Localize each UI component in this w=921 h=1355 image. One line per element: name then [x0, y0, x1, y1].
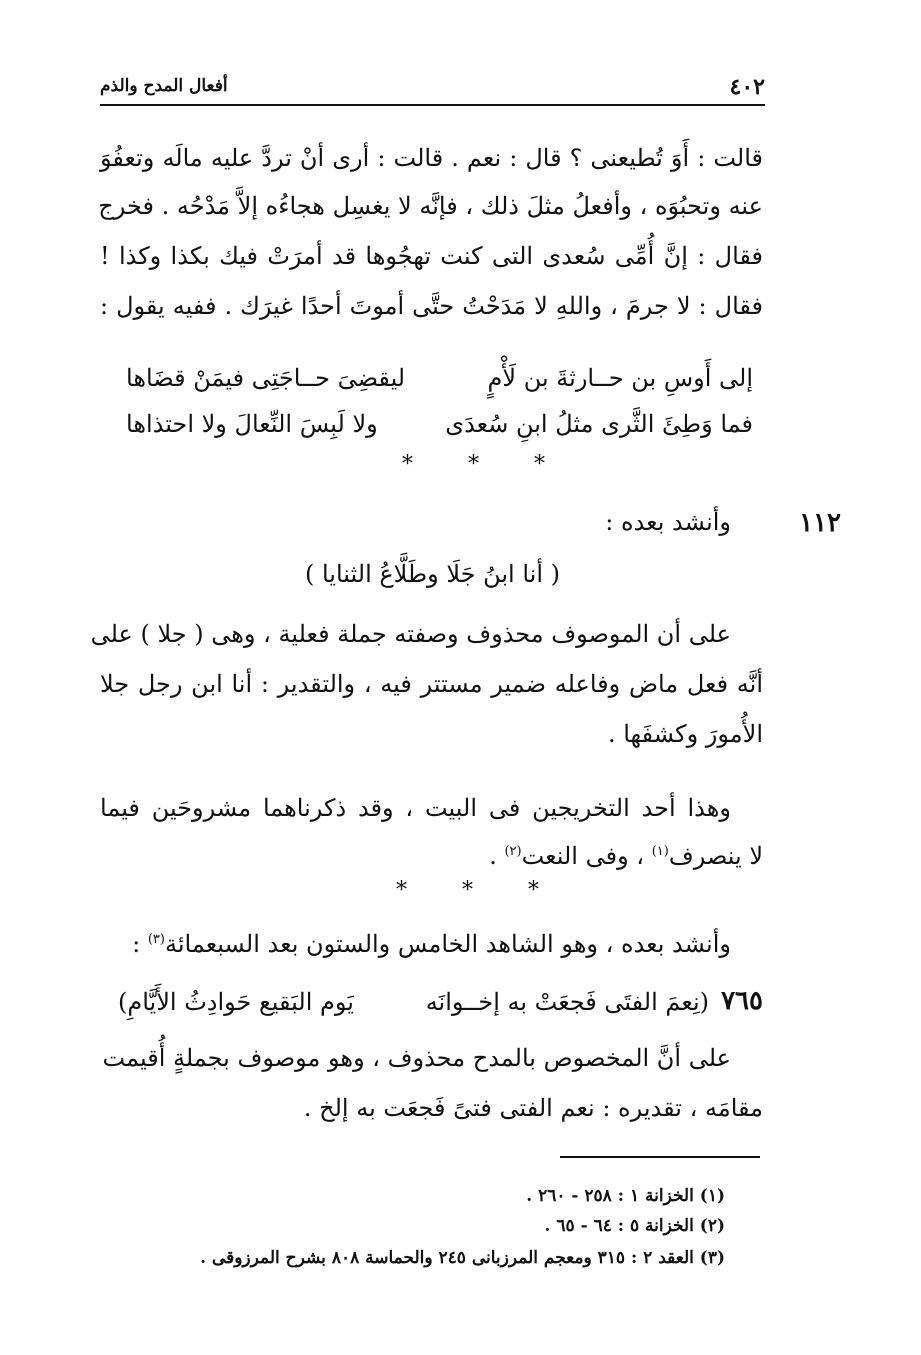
text-line: فقال : لا جرمَ ، واللهِ لا مَدَحْتُ حتَّى أموتَ أحدًا غيرَك . ففيه يقول : [100, 292, 763, 320]
text-line [489, 844, 763, 868]
text-fragment: . [489, 842, 505, 870]
footnote-ref: (٣) [147, 932, 165, 947]
text-line: وهذا أحد التخريجين فى البيت ، وقد ذكرناهما مشروحَين فيما [100, 794, 731, 822]
text-fragment: لا ينصرف [668, 842, 763, 870]
text-line: قالت : أَوَ تُطيعنى ؟ قال : نعم . قالت : أرى أنْ تردَّ عليه مالَه وتعفُوَ [100, 144, 763, 172]
section-separator: * * * [402, 452, 569, 477]
footnote: (٢) الخزانة ٥ : ٦٤ - ٦٥ . [544, 1216, 725, 1236]
chapter-title: أفعال المدح والذم [100, 76, 228, 96]
text-line: على أنَّ المخصوص بالمدح محذوف ، وهو موصوف بجملةٍ أُقيمت [102, 1044, 731, 1072]
verse-hemistich-left: ولا لَبِسَ النِّعالَ ولا احتذاها [126, 410, 378, 438]
verse-hemistich-right: (نِعمَ الفتَى فَجعَتْ به إخــوانَه [425, 988, 709, 1016]
text-line: عنه وتحبُوَه ، وأفعلُ مثلَ ذلك ، فإنَّه لا يغسِل هجاءُه إلاَّ مَدْحُه . فخرج [98, 192, 763, 220]
text-line: فقال : إنَّ أُمِّى سُعدى التى كنت تهجُوها قد أمرَتْ فيك بكذا وكذا ! [100, 242, 763, 270]
section-separator: * * * [396, 878, 563, 903]
verse-hemistich-left: ليقضِىَ حــاجَتِى فيمَنْ قضَاها [126, 364, 406, 392]
footnote: (١) الخزانة ١ : ٢٥٨ - ٢٦٠ . [526, 1186, 725, 1206]
footnote: (٣) العقد ٢ : ٣١٥ ومعجم المرزبانى ٢٤٥ والحماسة ٨٠٨ بشرح المرزوقى . [200, 1248, 725, 1268]
text-line [132, 932, 731, 956]
text-fragment: وأنشد بعده ، وهو الشاهد الخامس والستون بعد السبعمائة [164, 930, 731, 958]
text-fragment: : [132, 930, 148, 958]
running-header [100, 70, 765, 106]
verse-hemistich-left: يَوم البَقيع حَوادِثُ الأَيَّامِ) [118, 988, 354, 1016]
page-number: ٤٠٢ [729, 74, 765, 100]
text-line: الأُمورَ وكشفَها . [607, 720, 763, 748]
verse-hemistich-right: إلى أَوسِ بن حــارثةَ بن لَأْمٍ [487, 364, 753, 392]
text-fragment: ، وفى النعت [521, 842, 652, 870]
footnote-ref: (١) [651, 844, 669, 859]
text-line: أنَّه فعل ماض وفاعله ضمير مستتر فيه ، والتقدير : أنا ابن رجل جلا [100, 670, 763, 698]
quoted-hemistich: ( أنا ابنُ جَلَا وطَلَّاعُ الثنايا ) [304, 560, 561, 588]
verse-number: ٧٦٥ [721, 986, 763, 1016]
text-line: على أن الموصوف محذوف وصفته جملة فعلية ، وهى ( جلا ) على [90, 620, 731, 648]
verse-hemistich-right: فما وَطِئَ الثَّرى مثلُ ابنِ سُعدَى [445, 410, 753, 438]
entry-number: ١١٢ [799, 508, 841, 538]
footnote-rule [560, 1156, 760, 1158]
footnote-ref: (٢) [504, 844, 522, 859]
text-line: مقامَه ، تقديره : نعم الفتى فتىً فَجعَت به إلخ . [303, 1094, 763, 1122]
text-line: وأنشد بعده : [605, 508, 731, 536]
